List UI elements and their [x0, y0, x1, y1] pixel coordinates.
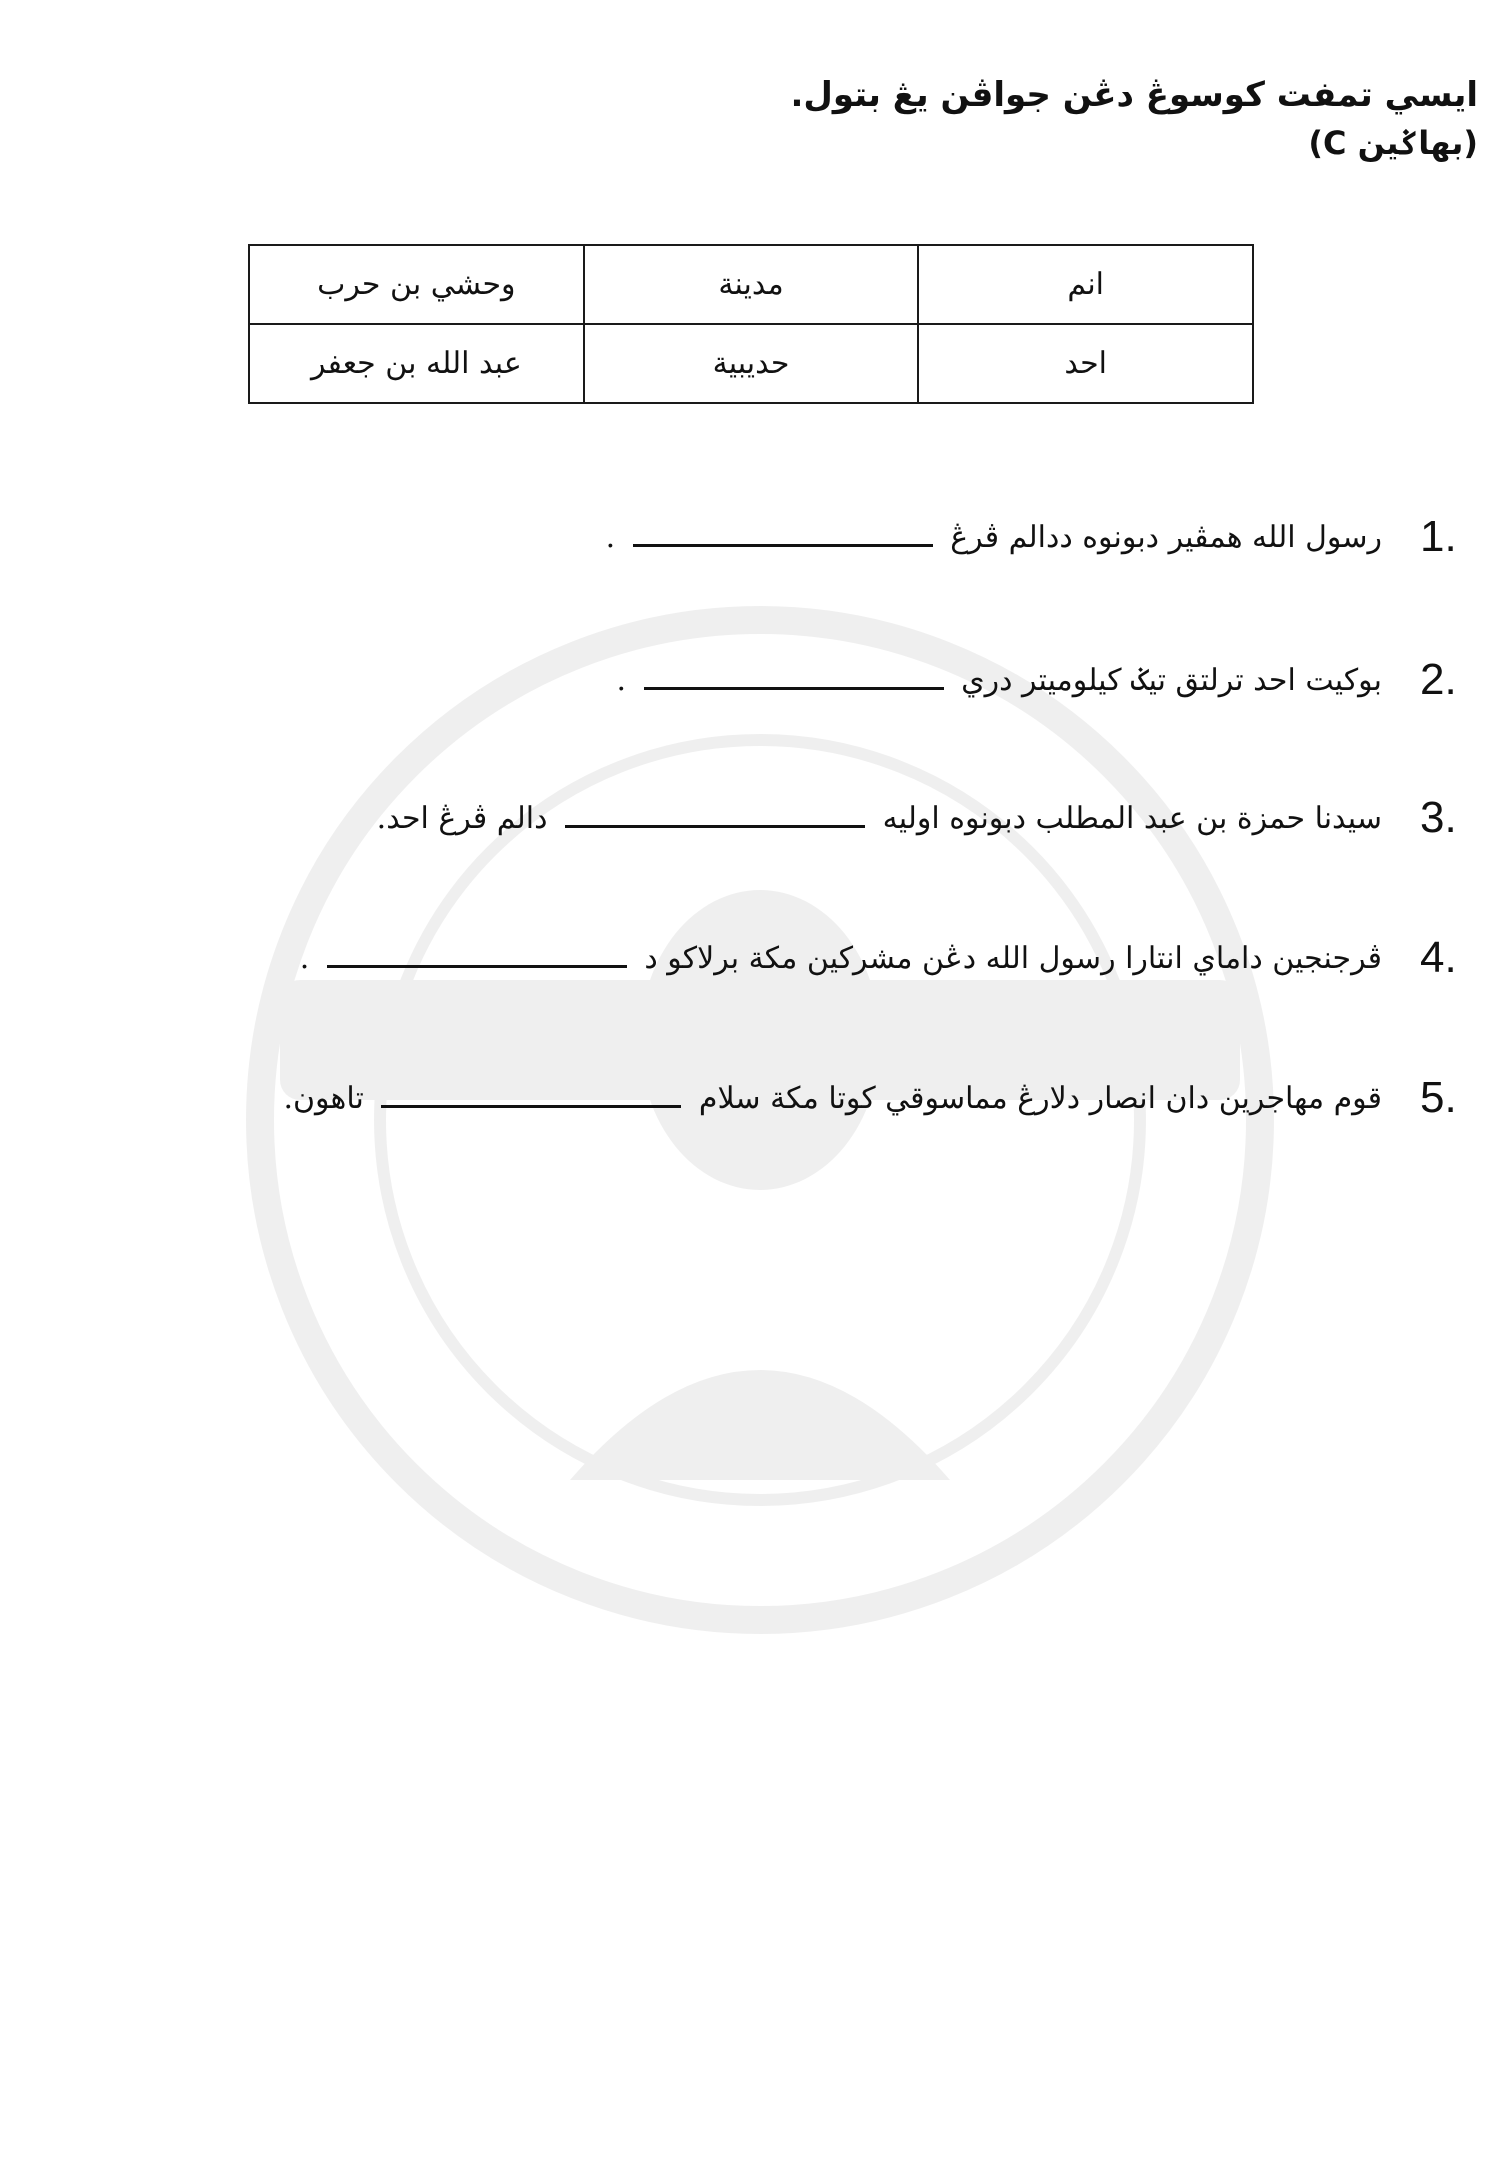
question-text: رسول الله همڤير دبونوه ددالم ڤرڠ [950, 520, 1382, 555]
question-text-end: دالم ڤرڠ احد. [376, 801, 548, 836]
question-number: 2. [1420, 655, 1457, 704]
table-cell: احد [918, 324, 1253, 403]
answer-blank[interactable] [644, 655, 944, 690]
worksheet-header [378, 72, 1478, 166]
question-5 [283, 1073, 1457, 1123]
question-number: 5. [1420, 1073, 1457, 1122]
question-number: 1. [1420, 512, 1457, 561]
question-text-end: تاهون. [283, 1081, 364, 1116]
table-cell: وحشي بن حرب [249, 245, 584, 324]
table-row [249, 324, 1253, 403]
answer-blank[interactable] [381, 1073, 681, 1108]
table-cell: انم [918, 245, 1253, 324]
answer-blank[interactable] [565, 793, 865, 828]
answer-table [248, 244, 1254, 404]
question-text-end: . [299, 941, 310, 976]
section-label: (بهاݢين C) [1308, 124, 1478, 162]
question-number: 4. [1420, 933, 1457, 982]
table-row [249, 245, 1253, 324]
question-text: سيدنا حمزة بن عبد المطلب دبونوه اوليه [882, 801, 1382, 836]
answer-blank[interactable] [633, 512, 933, 547]
question-2 [616, 655, 1457, 705]
question-text: قوم مهاجرين دان انصار دلارڠ مماسوقي كوتا مكة سلام [698, 1081, 1382, 1116]
question-4 [299, 933, 1457, 983]
question-text-end: . [616, 663, 627, 698]
table-cell: مدينة [584, 245, 919, 324]
instruction-text: ايسي تمفت كوسوڠ دڠن جواڤن يڠ بتول. [790, 75, 1478, 115]
answer-blank[interactable] [327, 933, 627, 968]
question-number: 3. [1420, 793, 1457, 842]
table-cell: حديبية [584, 324, 919, 403]
question-text: ڤرجنجين داماي انتارا رسول الله دڠن مشركين مكة برلاكو د [644, 941, 1382, 976]
question-1 [605, 512, 1457, 562]
question-text: بوكيت احد ترلتق تيݢ كيلوميتر دري [961, 663, 1382, 698]
table-cell: عبد الله بن جعفر [249, 324, 584, 403]
question-text-end: . [605, 520, 616, 555]
question-3 [376, 793, 1457, 843]
